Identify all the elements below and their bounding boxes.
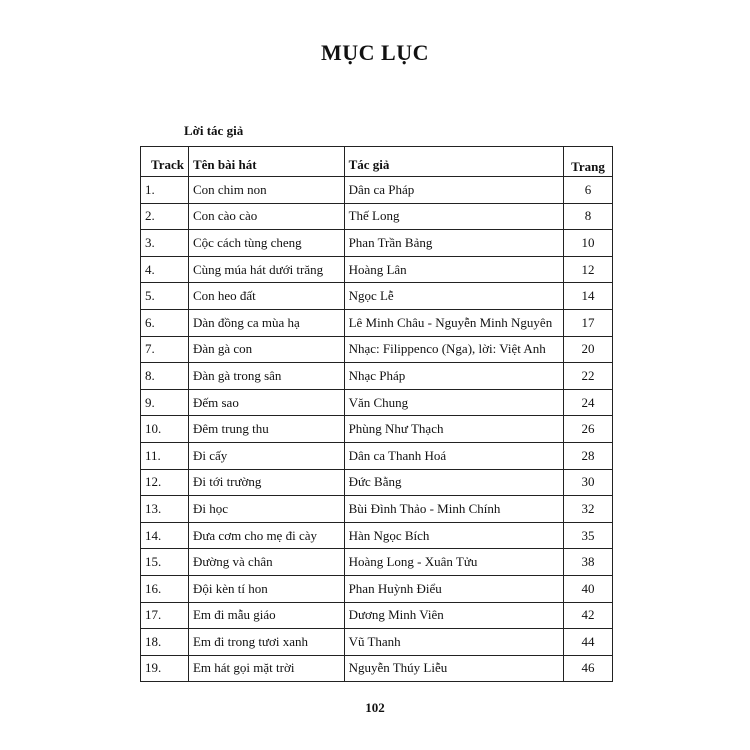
- cell-song: Em đi trong tươi xanh: [188, 629, 344, 656]
- cell-song: Con chim non: [188, 177, 344, 204]
- cell-author: Dương Minh Viên: [344, 602, 563, 629]
- cell-track: 2.: [141, 203, 189, 230]
- cell-page: 44: [564, 629, 613, 656]
- cell-page: 30: [564, 469, 613, 496]
- page-number: 102: [365, 700, 385, 715]
- cell-page: 17: [564, 309, 613, 336]
- cell-track: 17.: [141, 602, 189, 629]
- table-row: [141, 389, 613, 416]
- cell-author: Lê Minh Châu - Nguyễn Minh Nguyên: [344, 309, 563, 336]
- cell-track: 5.: [141, 283, 189, 310]
- table-row: [141, 522, 613, 549]
- cell-page: 35: [564, 522, 613, 549]
- table-row: [141, 283, 613, 310]
- cell-track: 13.: [141, 496, 189, 523]
- cell-author: Thế Long: [344, 203, 563, 230]
- table-row: [141, 363, 613, 390]
- cell-page: 26: [564, 416, 613, 443]
- cell-page: 8: [564, 203, 613, 230]
- table-row: [141, 655, 613, 682]
- cell-page: 24: [564, 389, 613, 416]
- cell-song: Đi tới trường: [188, 469, 344, 496]
- section-subtitle: Lời tác giả: [184, 123, 244, 138]
- header-author: Tác giả: [344, 147, 563, 177]
- cell-song: Đội kèn tí hon: [188, 575, 344, 602]
- cell-track: 1.: [141, 177, 189, 204]
- table-of-contents: [140, 146, 613, 682]
- cell-page: 42: [564, 602, 613, 629]
- cell-author: Phan Huỳnh Điểu: [344, 575, 563, 602]
- cell-author: Đức Bằng: [344, 469, 563, 496]
- cell-page: 12: [564, 256, 613, 283]
- cell-song: Đường và chân: [188, 549, 344, 576]
- cell-song: Cùng múa hát dưới trăng: [188, 256, 344, 283]
- table-row: [141, 230, 613, 257]
- table-row: [141, 256, 613, 283]
- cell-page: 10: [564, 230, 613, 257]
- table-row: [141, 442, 613, 469]
- cell-page: 20: [564, 336, 613, 363]
- cell-page: 14: [564, 283, 613, 310]
- table-row: [141, 469, 613, 496]
- cell-author: Hoàng Lân: [344, 256, 563, 283]
- cell-page: 6: [564, 177, 613, 204]
- table-body: [141, 177, 613, 682]
- cell-song: Dàn đồng ca mùa hạ: [188, 309, 344, 336]
- cell-page: 28: [564, 442, 613, 469]
- cell-song: Con cào cào: [188, 203, 344, 230]
- cell-song: Con heo đất: [188, 283, 344, 310]
- table-row: [141, 203, 613, 230]
- cell-author: Vũ Thanh: [344, 629, 563, 656]
- cell-author: Bùi Đình Thảo - Minh Chính: [344, 496, 563, 523]
- cell-author: Ngọc Lễ: [344, 283, 563, 310]
- cell-page: 32: [564, 496, 613, 523]
- cell-author: Phùng Như Thạch: [344, 416, 563, 443]
- cell-track: 9.: [141, 389, 189, 416]
- table-row: [141, 629, 613, 656]
- table-row: [141, 336, 613, 363]
- cell-song: Đếm sao: [188, 389, 344, 416]
- cell-song: Đưa cơm cho mẹ đi cày: [188, 522, 344, 549]
- cell-track: 11.: [141, 442, 189, 469]
- cell-track: 18.: [141, 629, 189, 656]
- table-row: [141, 496, 613, 523]
- cell-page: 38: [564, 549, 613, 576]
- cell-author: Nhạc: Filippenco (Nga), lời: Việt Anh: [344, 336, 563, 363]
- cell-author: Phan Trần Bảng: [344, 230, 563, 257]
- table-header-row: [141, 147, 613, 177]
- cell-track: 6.: [141, 309, 189, 336]
- page-title: MỤC LỤC: [321, 40, 429, 65]
- header-track: Track: [141, 147, 189, 177]
- cell-track: 3.: [141, 230, 189, 257]
- table-row: [141, 416, 613, 443]
- cell-song: Em đi mẫu giáo: [188, 602, 344, 629]
- cell-song: Em hát gọi mặt trời: [188, 655, 344, 682]
- cell-author: Hoàng Long - Xuân Tửu: [344, 549, 563, 576]
- cell-track: 15.: [141, 549, 189, 576]
- cell-author: Hàn Ngọc Bích: [344, 522, 563, 549]
- table-row: [141, 575, 613, 602]
- cell-song: Đêm trung thu: [188, 416, 344, 443]
- cell-author: Dân ca Thanh Hoá: [344, 442, 563, 469]
- cell-track: 7.: [141, 336, 189, 363]
- cell-page: 22: [564, 363, 613, 390]
- table-row: [141, 309, 613, 336]
- cell-track: 4.: [141, 256, 189, 283]
- table-row: [141, 177, 613, 204]
- cell-song: Cộc cách tùng cheng: [188, 230, 344, 257]
- cell-track: 10.: [141, 416, 189, 443]
- table-row: [141, 602, 613, 629]
- cell-song: Đi cấy: [188, 442, 344, 469]
- cell-author: Nhạc Pháp: [344, 363, 563, 390]
- cell-page: 40: [564, 575, 613, 602]
- header-page: Trang: [564, 147, 613, 177]
- cell-author: Dân ca Pháp: [344, 177, 563, 204]
- cell-track: 14.: [141, 522, 189, 549]
- cell-track: 19.: [141, 655, 189, 682]
- cell-track: 16.: [141, 575, 189, 602]
- cell-page: 46: [564, 655, 613, 682]
- cell-author: Nguyễn Thúy Liễu: [344, 655, 563, 682]
- cell-track: 12.: [141, 469, 189, 496]
- table-row: [141, 549, 613, 576]
- cell-song: Đàn gà con: [188, 336, 344, 363]
- cell-song: Đàn gà trong sân: [188, 363, 344, 390]
- header-song: Tên bài hát: [188, 147, 344, 177]
- cell-track: 8.: [141, 363, 189, 390]
- cell-song: Đi học: [188, 496, 344, 523]
- cell-author: Văn Chung: [344, 389, 563, 416]
